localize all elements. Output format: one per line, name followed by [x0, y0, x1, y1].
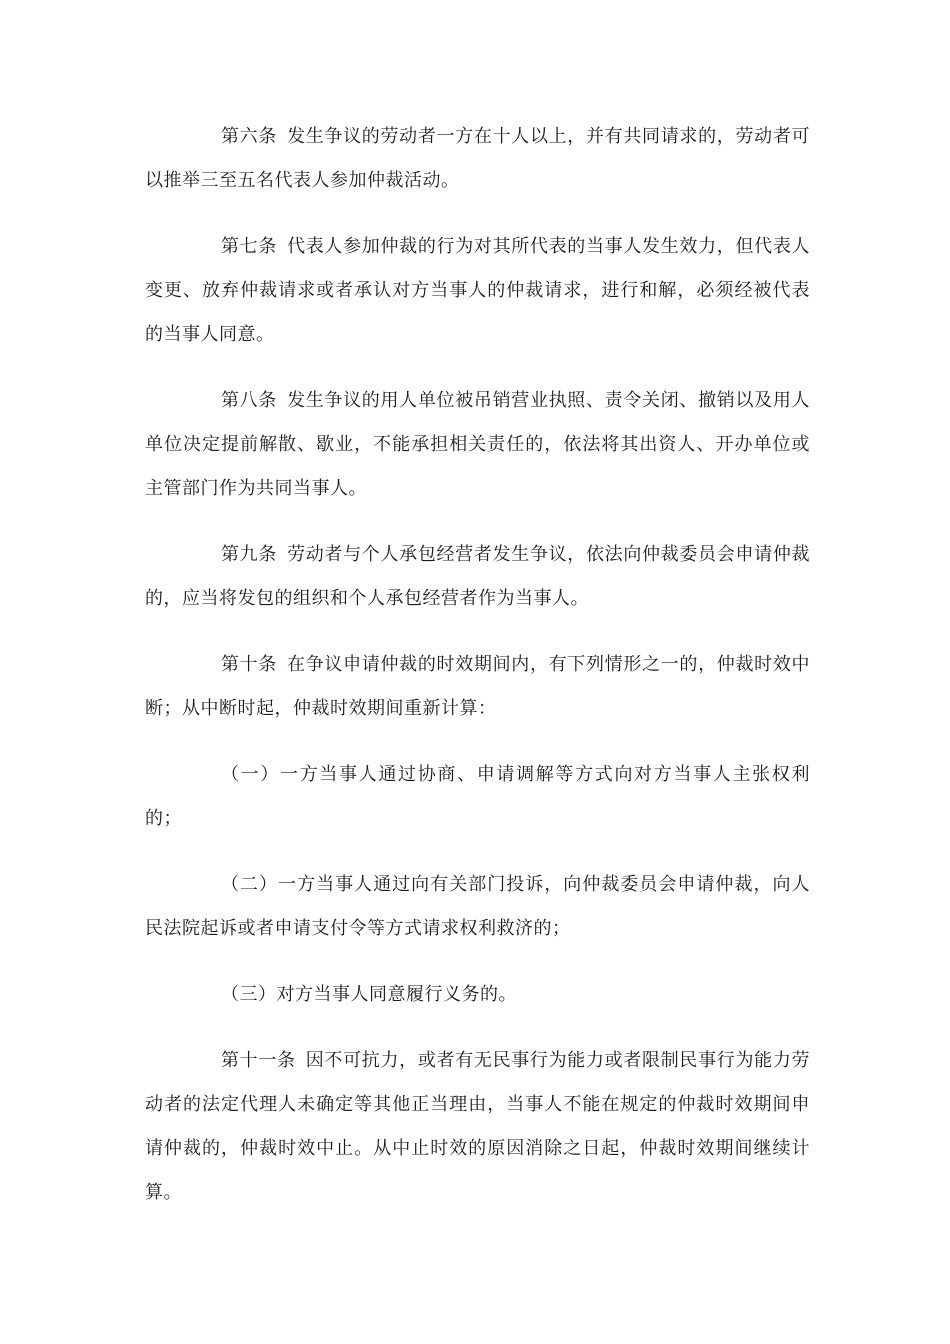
article-10-item-2 — [145, 863, 810, 951]
article-text: 因不可抗力，或者有无民事行为能力或者限制民事行为能力劳动者的法定代理人未确定等其他正当理由，当事人不能在规定的仲裁时效期间申请仲裁的，仲裁时效中止。从中止时效的原因消除之日起，仲裁时效期间继续计算。 — [145, 1050, 810, 1203]
item-text: （三）对方当事人同意履行义务的。 — [221, 984, 517, 1005]
article-text: 发生争议的劳动者一方在十人以上，并有共同请求的，劳动者可以推举三至五名代表人参加仲裁活动。 — [145, 126, 811, 191]
article-6-paragraph — [145, 115, 810, 203]
article-number: 第七条 — [221, 236, 278, 257]
article-number: 第六条 — [221, 126, 278, 147]
article-10-paragraph — [145, 643, 810, 731]
article-number: 第九条 — [221, 544, 278, 565]
article-8-paragraph — [145, 379, 810, 511]
article-text: 在争议申请仲裁的时效期间内，有下列情形之一的，仲裁时效中断；从中断时起，仲裁时效期间重新计算： — [145, 654, 811, 719]
article-11-paragraph — [145, 1039, 810, 1215]
article-text: 代表人参加仲裁的行为对其所代表的当事人发生效力，但代表人变更、放弃仲裁请求或者承认对方当事人的仲裁请求，进行和解，必须经被代表的当事人同意。 — [145, 236, 811, 345]
article-9-paragraph — [145, 533, 810, 621]
article-number: 第八条 — [221, 390, 278, 411]
article-7-paragraph — [145, 225, 810, 357]
document-body — [145, 115, 810, 1237]
article-10-item-3 — [145, 973, 810, 1017]
article-text: 发生争议的用人单位被吊销营业执照、责令关闭、撤销以及用人单位决定提前解散、歇业，不能承担相关责任的，依法将其出资人、开办单位或主管部门作为共同当事人。 — [145, 390, 811, 499]
article-10-item-1 — [145, 753, 810, 841]
item-text: （一）一方当事人通过协商、申请调解等方式向对方当事人主张权利的； — [145, 764, 810, 829]
item-text: （二）一方当事人通过向有关部门投诉，向仲裁委员会申请仲裁，向人民法院起诉或者申请支付令等方式请求权利救济的； — [145, 874, 810, 939]
article-text: 劳动者与个人承包经营者发生争议，依法向仲裁委员会申请仲裁的，应当将发包的组织和个人承包经营者作为当事人。 — [145, 544, 811, 609]
article-number: 第十一条 — [221, 1050, 296, 1071]
article-number: 第十条 — [221, 654, 278, 675]
